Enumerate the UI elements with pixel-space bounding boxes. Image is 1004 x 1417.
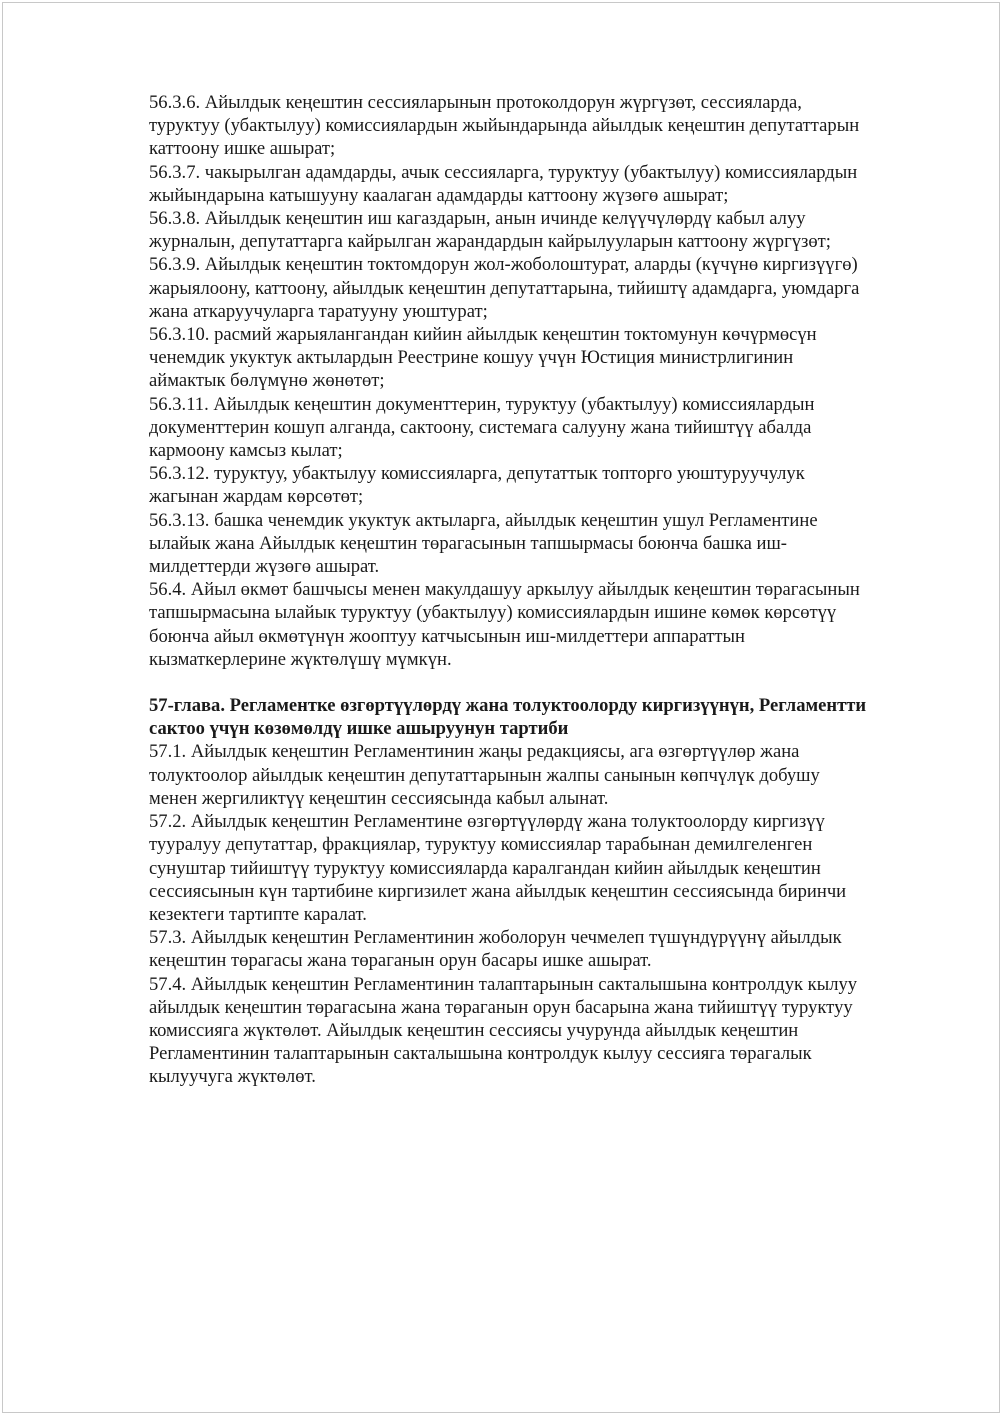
- paragraph-56-4: 56.4. Айыл өкмөт башчысы менен макулдашуу аркылуу айылдык кеңештин төрагасынын тапшырмасына ылайык туруктуу (убактылуу) комиссиялардын ишине көмөк көрсөтүү боюнча айыл өкмөтүнүн жооптуу катчысынын иш-милдеттери аппараттын кызматкерлерине жүктөлүшү мүмкүн.: [149, 579, 860, 670]
- paragraph-57-2: 57.2. Айылдык кеңештин Регламентине өзгөртүүлөрдү жана толуктоолорду киргизүү тууралуу депутаттар, фракциялар, туруктуу комиссиялар тарабынан демилгеленген сунуштар тийиштүү туруктуу комиссияларда каралгандан кийин айылдык кеңештин сессиясынын күн тартибине киргизилет жана айылдык кеңештин сессиясында биринчи кезектеги тартипте каралат.: [149, 811, 847, 925]
- paragraph-56-3-7: 56.3.7. чакырылган адамдарды, ачык сессияларга, туруктуу (убактылуу) комиссиялардын жыйындарына катышууну каалаган адамдарды каттоону жүзөгө ашырат;: [149, 161, 858, 206]
- paragraph-56-3-13: 56.3.13. башка ченемдик укуктук актыларга, айылдык кеңештин ушул Регламентине ылайык жана Айылдык кеңештин төрагасынын тапшырмасы боюнча башка иш- милдеттерди жүзөгө ашырат.: [149, 509, 818, 578]
- paragraph-56-3-11: 56.3.11. Айылдык кеңештин документтерин, туруктуу (убактылуу) комиссиялардын документтерин кошуп алганда, сактоону, системага салууну жана тийиштүү абалда кармоону камсыз кылат;: [149, 393, 815, 462]
- paragraph-56-3-10: 56.3.10. расмий жарыялангандан кийин айылдык кеңештин токтомунун көчүрмөсүн ченемдик укуктук актылардын Реестрине кошуу үчүн Юстиция министрлигинин аймактык бөлүмүнө жөнөтөт;: [149, 324, 817, 392]
- paragraph-57-3: 57.3. Айылдык кеңештин Регламентинин жоболорун чечмелеп түшүндүрүүнү айылдык кеңештин төрагасы жана төраганын орун басары ишке ашырат.: [149, 927, 842, 972]
- paragraph-56-3-9: 56.3.9. Айылдык кеңештин токтомдорун жол-жоболоштурат, аларды (күчүнө киргизүүгө) жарыялоону, каттоону, айылдык кеңештин депутаттарына, тийиштү адамдарга, уюмдарга жана аткаруучуларга таратууну уюштурат;: [149, 254, 860, 322]
- paragraph-57-1: 57.1. Айылдык кеңештин Регламентинин жаңы редакциясы, ага өзгөртүүлөр жана толуктоолор айылдык кеңештин депутаттарынын жалпы санынын көпчүлүк добушу менен жергиликтүү кеңештин сессиясында кабыл алынат.: [149, 741, 820, 809]
- paragraph-56-3-8: 56.3.8. Айылдык кеңештин иш кагаздарын, анын ичинде келүүчүлөрдү кабыл алуу журналын, депутаттарга кайрылган жарандардын кайрылууларын каттоону жүргүзөт;: [149, 208, 831, 253]
- document-body: [149, 91, 949, 1089]
- document-page: [2, 2, 1000, 1413]
- chapter-57-heading: 57-глава. Регламентке өзгөртүүлөрдү жана толуктоолорду киргизүүнүн, Регламентти сактоо үчүн көзөмөлдү ишке ашыруунун тартиби: [149, 695, 867, 740]
- paragraph-57-4: 57.4. Айылдык кеңештин Регламентинин талаптарынын сакталышына контролдук кылуу айылдык кеңештин төрагасына жана төраганын орун басарына жана тийиштүү туруктуу комиссияга жүктөлөт. Айылдык кеңештин сессиясы учурунда айылдык кеңештин Регламентинин талаптарынын сакталышына контролдук кылуу сессияга төрагалык кылуучуга жүктөлөт.: [149, 973, 858, 1088]
- paragraph-56-3-6: 56.3.6. Айылдык кеңештин сессияларынын протоколдорун жүргүзөт, сессияларда, туруктуу (убактылуу) комиссиялардын жыйындарында айылдык кеңештин депутаттарын каттоону ишке ашырат;: [149, 92, 860, 160]
- paragraph-56-3-12: 56.3.12. туруктуу, убактылуу комиссияларга, депутаттык топторго уюштуруучулук жагынан жардам көрсөтөт;: [149, 463, 805, 508]
